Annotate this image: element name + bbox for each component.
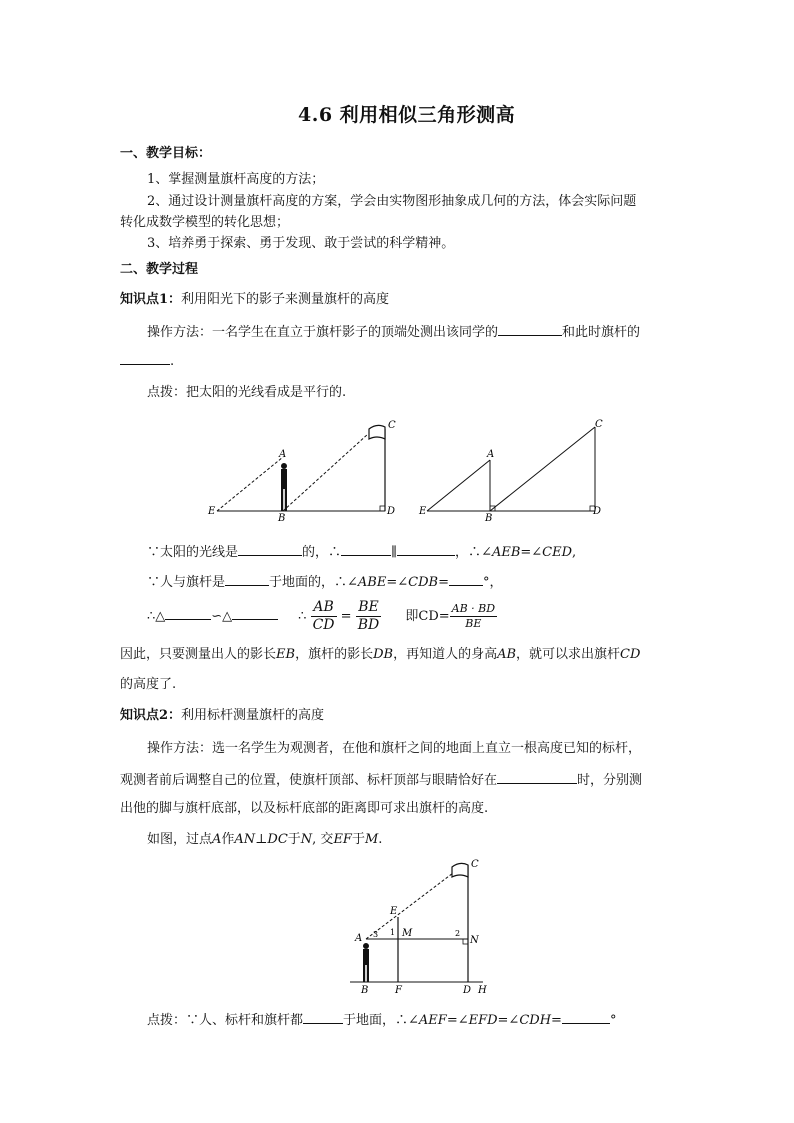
kp2-title: 利用标杆测量旗杆的高度 xyxy=(181,708,325,723)
conc-CD: CD xyxy=(620,647,641,662)
blank-perpendicular[interactable] xyxy=(225,572,269,586)
sun-ray-1 xyxy=(217,457,283,511)
blank-perpendicular-2[interactable] xyxy=(303,1010,343,1024)
label-D: D xyxy=(463,985,472,995)
reason-line-1 xyxy=(147,542,576,562)
kp1-operation-line2 xyxy=(120,351,174,371)
r3-thus-CD: 即CD= xyxy=(405,609,450,624)
blank-student-height[interactable] xyxy=(498,322,562,336)
person-icon xyxy=(363,943,369,982)
fig-text-c: 作 xyxy=(221,832,235,847)
blank-angle-degree-2[interactable] xyxy=(562,1010,610,1024)
kp2-op2-text-a: 观测者前后调整自己的位置，使旗杆顶部、标杆顶部与眼睛恰好在 xyxy=(120,773,498,788)
frac3-num: AB · BD xyxy=(451,602,496,615)
r1-parallel-sign: ∥ xyxy=(391,545,398,560)
r3-similar-sign: ∽△ xyxy=(211,609,233,624)
kp1-op-period: . xyxy=(170,354,175,369)
kp1-heading xyxy=(120,291,389,309)
angle-label-1: 1 xyxy=(390,928,396,937)
conc-EB: EB xyxy=(276,647,296,662)
fig-text-a: 如图，过点 xyxy=(147,832,213,847)
conc-text-c: ，旗杆的影长 xyxy=(295,647,374,662)
equals-sign: = xyxy=(340,609,352,624)
frac1-den: CD xyxy=(312,617,335,633)
kp2-hint xyxy=(147,1010,616,1030)
side-EA xyxy=(427,460,490,511)
reason-line-3 xyxy=(147,598,497,636)
label-E: E xyxy=(208,506,216,517)
kp1-label: 知识点1： xyxy=(120,292,182,307)
fraction-AB-CD xyxy=(311,599,337,634)
label-N: N xyxy=(470,935,479,946)
r1-text-a: ∵太阳的光线是 xyxy=(147,545,239,560)
kp2-operation-line2 xyxy=(120,770,642,790)
label-B: B xyxy=(485,513,493,524)
r1-comma: , xyxy=(572,545,577,560)
section-heading-objectives: 一、教学目标： xyxy=(120,146,212,161)
blank-line-2[interactable] xyxy=(397,542,455,556)
r3-triangle-1: ∴△ xyxy=(147,609,166,624)
label-B: B xyxy=(361,985,369,995)
label-A: A xyxy=(279,449,287,460)
objective-2-line1: 2、通过设计测量旗杆高度的方案，学会由实物图形抽象成几何的方法，体会实际问题 xyxy=(147,194,637,209)
blank-same-line[interactable] xyxy=(497,770,577,784)
kp2-hint-degree: ° xyxy=(609,1013,617,1028)
right-angle-mark xyxy=(380,506,385,511)
conc-text-a: 因此，只要测量出人的影长 xyxy=(120,647,277,662)
fig-AN-perp-DC: AN⊥DC xyxy=(234,832,288,847)
figure-2-triangles xyxy=(415,415,615,525)
fraction-CD-formula xyxy=(450,602,497,631)
kp1-op-text-a: 操作方法：一名学生在直立于旗杆影子的顶端处测出该同学的 xyxy=(147,325,499,340)
fig-text-i: 于 xyxy=(351,832,365,847)
conc-DB: DB xyxy=(373,647,394,662)
label-E: E xyxy=(390,906,398,917)
kp2-hint-angles: ∠AEF=∠EFD=∠CDH= xyxy=(408,1013,562,1028)
flag-icon xyxy=(369,425,385,439)
blank-parallel[interactable] xyxy=(238,542,302,556)
kp2-hint-text-b: 于地面，∴ xyxy=(343,1013,409,1028)
fig-text-g: , 交 xyxy=(312,832,334,847)
flag-icon xyxy=(452,863,468,877)
kp2-figure-note xyxy=(147,831,382,849)
label-D: D xyxy=(387,506,396,517)
label-F: F xyxy=(395,985,402,995)
label-M: M xyxy=(402,928,413,939)
fig-text-e: 于 xyxy=(287,832,301,847)
blank-flagpole-shadow[interactable] xyxy=(120,351,170,365)
kp1-operation-line1 xyxy=(147,322,640,342)
person-icon xyxy=(281,463,287,511)
blank-triangle-2[interactable] xyxy=(232,606,278,620)
page-title: 4.6 利用相似三角形测高 xyxy=(298,104,516,126)
angle-label-2: 2 xyxy=(455,929,461,938)
right-angle-N xyxy=(463,939,468,944)
reason-line-2 xyxy=(147,572,502,592)
conc-text-e: ，再知道人的身高 xyxy=(393,647,498,662)
kp2-op2-text-b: 时，分别测 xyxy=(577,773,643,788)
section-heading-process: 二、教学过程 xyxy=(120,262,199,277)
side-BC xyxy=(490,427,595,511)
fig-M: M xyxy=(364,832,379,847)
label-D: D xyxy=(593,506,602,517)
fig-A: A xyxy=(212,832,222,847)
label-A: A xyxy=(487,449,495,460)
blank-angle-degree[interactable] xyxy=(449,572,483,586)
frac1-num: AB xyxy=(311,599,337,617)
kp2-hint-text-a: 点拨：∵人、标杆和旗杆都 xyxy=(147,1013,304,1028)
label-B: B xyxy=(278,513,286,524)
frac2-den: BD xyxy=(357,617,380,633)
kp2-operation-line3: 出他的脚与旗杆底部，以及标杆底部的距离即可求出旗杆的高度. xyxy=(120,801,489,816)
fig-EF: EF xyxy=(333,832,352,847)
label-A: A xyxy=(355,933,363,944)
frac3-den: BE xyxy=(465,617,482,630)
fig-N: N xyxy=(300,832,313,847)
r1-text-b: 的，∴ xyxy=(302,545,342,560)
label-E: E xyxy=(419,506,427,517)
fraction-BE-BD xyxy=(356,599,382,634)
label-H: H xyxy=(478,985,487,995)
objective-2-line2: 转化成数学模型的转化思想； xyxy=(120,215,290,230)
conclusion-line-2: 的高度了. xyxy=(120,677,177,692)
kp1-op-text-b: 和此时旗杆的 xyxy=(562,325,641,340)
kp1-title: 利用阳光下的影子来测量旗杆的高度 xyxy=(181,292,390,307)
kp2-heading xyxy=(120,707,324,725)
kp1-hint: 点拨：把太阳的光线看成是平行的. xyxy=(147,385,347,400)
frac2-num: BE xyxy=(356,599,382,617)
objective-1: 1、掌握测量旗杆高度的方法； xyxy=(147,172,325,187)
conc-text-g: ，就可以求出旗杆 xyxy=(516,647,621,662)
r2-text-b: 于地面的，∴ xyxy=(269,575,348,590)
kp2-label: 知识点2： xyxy=(120,708,182,723)
objective-3: 3、培养勇于探索、勇于发现、敢于尝试的科学精神。 xyxy=(147,236,455,251)
label-C: C xyxy=(471,859,479,870)
r2-angles: ∠ABE=∠CDB= xyxy=(347,575,449,590)
figure-1-shadow-diagram xyxy=(205,415,405,525)
r2-text-a: ∵人与旗杆是 xyxy=(147,575,226,590)
blank-line-1[interactable] xyxy=(341,542,391,556)
conclusion-line-1 xyxy=(120,646,640,664)
angle-label-3: 3 xyxy=(373,930,379,939)
label-C: C xyxy=(595,419,603,430)
blank-triangle-1[interactable] xyxy=(165,606,211,620)
fig-period: . xyxy=(378,832,383,847)
r3-therefore: ∴ xyxy=(298,609,307,624)
figure-3-benchmark-diagram xyxy=(345,855,495,995)
kp2-operation-line1: 操作方法：选一名学生为观测者，在他和旗杆之间的地面上直立一根高度已知的标杆， xyxy=(147,741,642,756)
sun-ray-2 xyxy=(283,434,368,511)
r1-text-d: ，∴ xyxy=(455,545,482,560)
r1-angles: ∠AEB=∠CED xyxy=(481,545,573,560)
label-C: C xyxy=(388,420,396,431)
r2-degree: °， xyxy=(482,575,503,590)
conc-AB: AB xyxy=(497,647,517,662)
